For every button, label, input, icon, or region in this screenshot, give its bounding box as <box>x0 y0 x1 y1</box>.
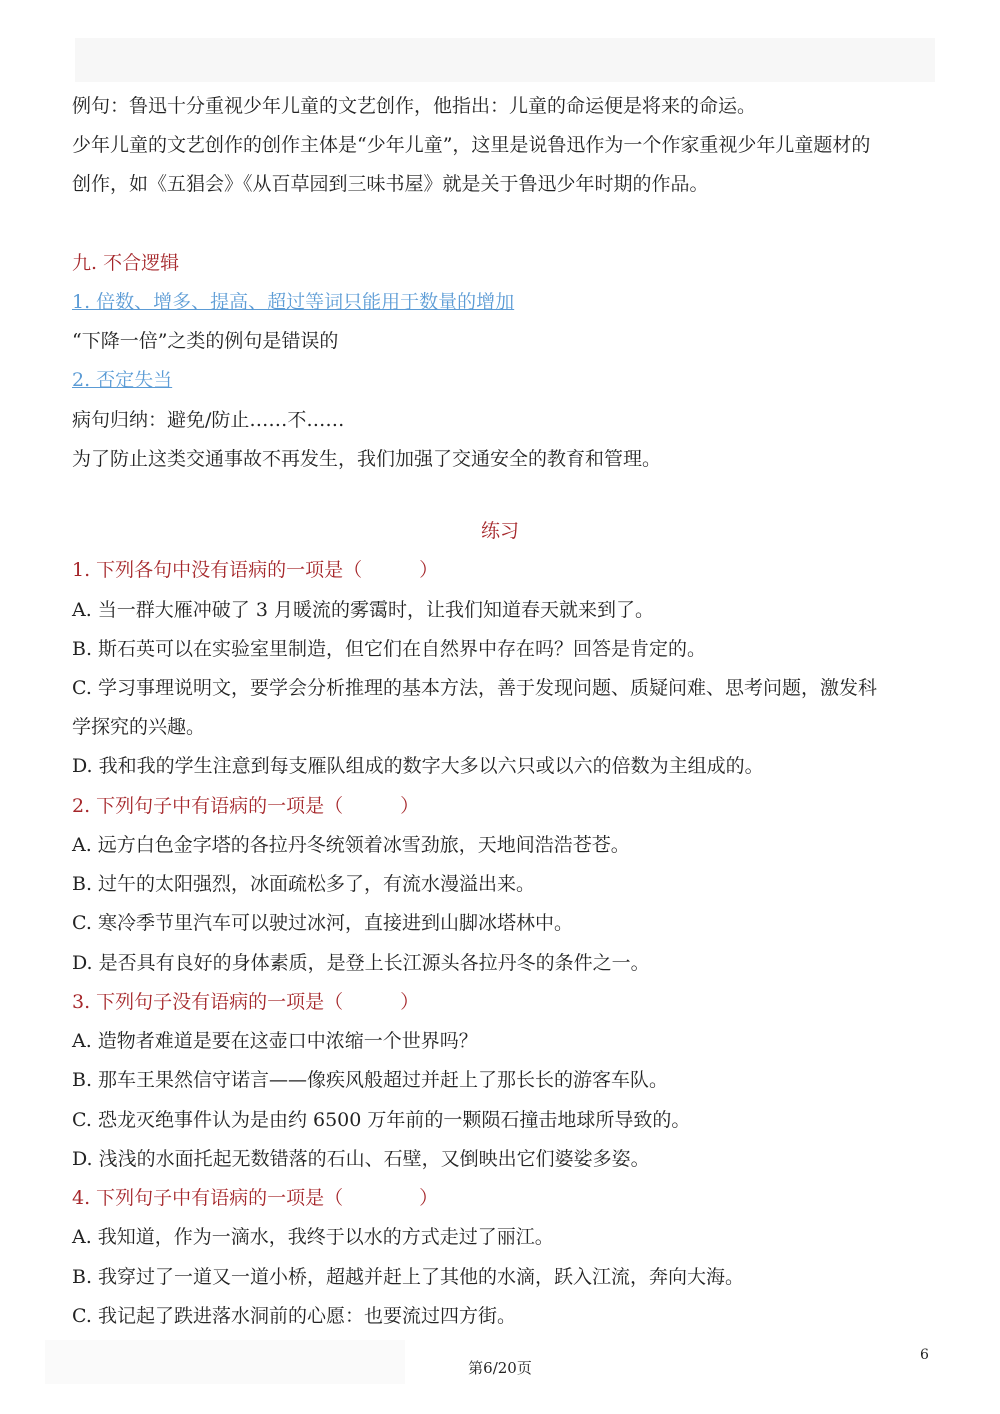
question-option: A. 当一群大雁冲破了 3 月暖流的雾霭时，让我们知道春天就来到了。 <box>72 599 654 621</box>
question-option: C. 寒冷季节里汽车可以驶过冰河，直接进到山脚冰塔林中。 <box>72 912 573 934</box>
explanation-line-2: 创作，如《五猖会》《从百草园到三味书屋》就是关于鲁迅少年时期的作品。 <box>72 173 709 195</box>
question-option: B. 我穿过了一道又一道小桥，超越并赶上了其他的水滴，跃入江流，奔向大海。 <box>72 1266 745 1288</box>
question-option: D. 浅浅的水面托起无数错落的石山、石壁，又倒映出它们婆娑多姿。 <box>72 1148 650 1170</box>
question-option: D. 我和我的学生注意到每支雁队组成的数字大多以六只或以六的倍数为主组成的。 <box>72 755 764 777</box>
question-stem: 4. 下列句子中有语病的一项是（ ） <box>72 1187 439 1209</box>
explanation-line-1: 少年儿童的文艺创作的创作主体是“少年儿童”，这里是说鲁迅作为一个作家重视少年儿童题材的 <box>72 134 871 156</box>
question-stem: 3. 下列句子没有语病的一项是（ ） <box>72 991 420 1013</box>
pattern-example: 为了防止这类交通事故不再发生，我们加强了交通安全的教育和管理。 <box>72 448 662 470</box>
question-option: B. 那车王果然信守诺言——像疾风般超过并赶上了那长长的游客车队。 <box>72 1069 669 1091</box>
page-number: 6 <box>920 1347 929 1363</box>
subheading-link-1[interactable]: 1. 倍数、增多、提高、超过等词只能用于数量的增加 <box>72 291 515 313</box>
question-option: A. 我知道，作为一滴水，我终于以水的方式走过了丽江。 <box>72 1226 554 1248</box>
pattern-summary: 病句归纳：避免/防止……不…… <box>72 409 345 431</box>
question-option: B. 斯石英可以在实验室里制造，但它们在自然界中存在吗？回答是肯定的。 <box>72 638 707 660</box>
practice-title: 练习 <box>480 520 519 542</box>
header-band <box>75 38 935 82</box>
question-option: D. 是否具有良好的身体素质，是登上长江源头各拉丹冬的条件之一。 <box>72 952 650 974</box>
question-option: C. 学习事理说明文，要学会分析推理的基本方法，善于发现问题、质疑问难、思考问题，激发科 <box>72 677 877 699</box>
subheading-link-2[interactable]: 2. 否定失当 <box>72 369 173 391</box>
section-heading: 九. 不合逻辑 <box>72 252 180 274</box>
question-option: C. 恐龙灭绝事件认为是由约 6500 万年前的一颗陨石撞击地球所导致的。 <box>72 1109 691 1131</box>
question-option: A. 造物者难道是要在这壶口中浓缩一个世界吗？ <box>72 1030 478 1052</box>
question-stem: 2. 下列句子中有语病的一项是（ ） <box>72 795 420 817</box>
question-option: B. 过午的太阳强烈，冰面疏松多了，有流水漫溢出来。 <box>72 873 536 895</box>
question-option-continued: 学探究的兴趣。 <box>72 716 206 738</box>
question-stem: 1. 下列各句中没有语病的一项是（ ） <box>72 559 439 581</box>
example-sentence: 例句：鲁迅十分重视少年儿童的文艺创作，他指出：儿童的命运便是将来的命运。 <box>72 95 757 117</box>
page-indicator: 第6/20页 <box>468 1359 532 1377</box>
subheading-1-text: “下降一倍”之类的例句是错误的 <box>72 330 339 352</box>
question-option: C. 我记起了跌进落水洞前的心愿：也要流过四方街。 <box>72 1305 516 1327</box>
question-option: A. 远方白色金字塔的各拉丹冬统领着冰雪劲旅，天地间浩浩苍苍。 <box>72 834 630 856</box>
